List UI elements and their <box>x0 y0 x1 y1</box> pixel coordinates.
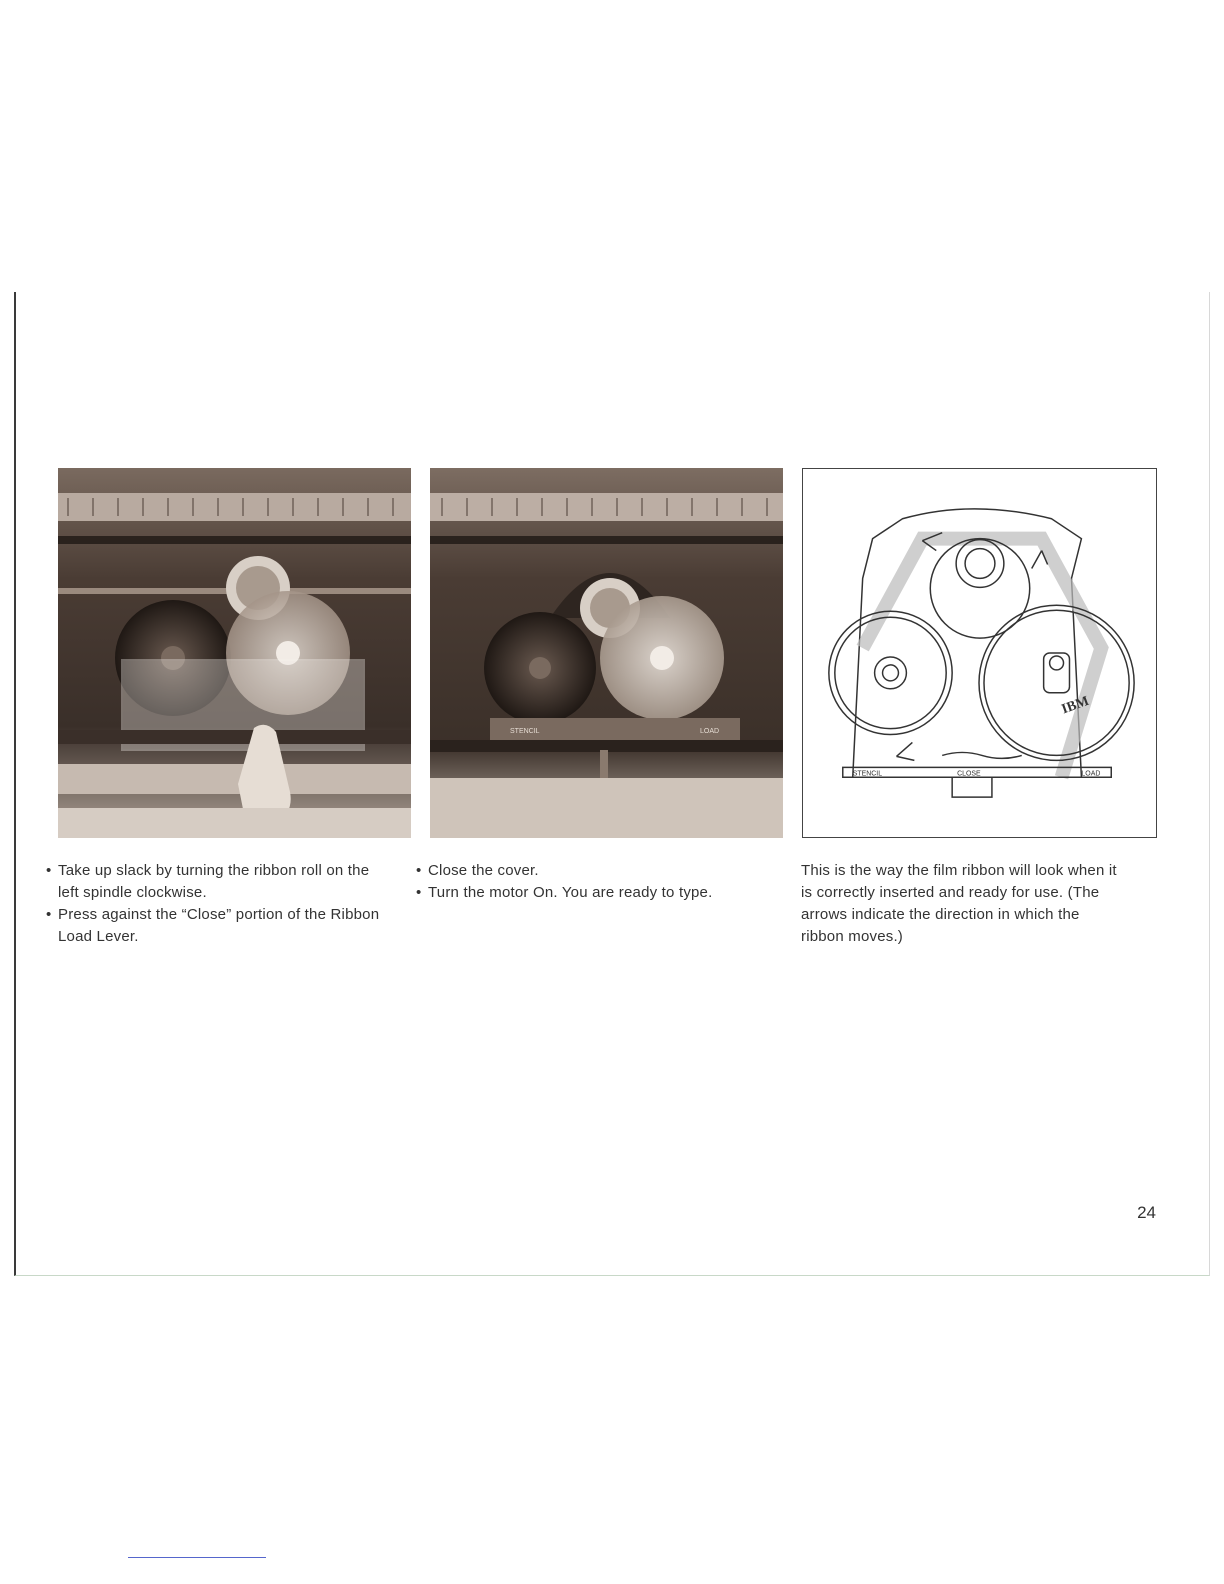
caption-right <box>801 860 1121 948</box>
caption-middle-bullet-2: • Turn the motor On. You are ready to type. <box>414 882 754 904</box>
caption-middle-bullet-1: • Close the cover. <box>414 860 754 882</box>
diagram-lever-label-stencil: STENCIL <box>852 770 883 778</box>
footer-rule <box>128 1557 266 1558</box>
photo-lever-label-load: LOAD <box>700 728 720 735</box>
photo-take-up-slack <box>58 468 411 838</box>
caption-left-bullet-2: • Press against the “Close” portion of the Ribbon Load Lever. <box>44 904 384 948</box>
caption-left <box>44 860 384 948</box>
page-number: 24 <box>1137 1203 1156 1222</box>
ibm-logo-text: IBM <box>1059 693 1092 718</box>
caption-middle <box>414 860 754 904</box>
caption-right-text: This is the way the film ribbon will look when it is correctly inserted and ready for use. (The arrows indicate the direction in which the ribbon moves.) <box>801 862 1117 945</box>
ribbon-diagram <box>802 468 1157 838</box>
diagram-lever-label-close: CLOSE <box>957 770 981 778</box>
photo-close-cover <box>430 468 783 838</box>
diagram-lever-label-load: LOAD <box>1081 770 1101 778</box>
caption-left-bullet-1: • Take up slack by turning the ribbon roll on the left spindle clockwise. <box>44 860 384 904</box>
photo-lever-label-stencil: STENCIL <box>510 728 540 735</box>
